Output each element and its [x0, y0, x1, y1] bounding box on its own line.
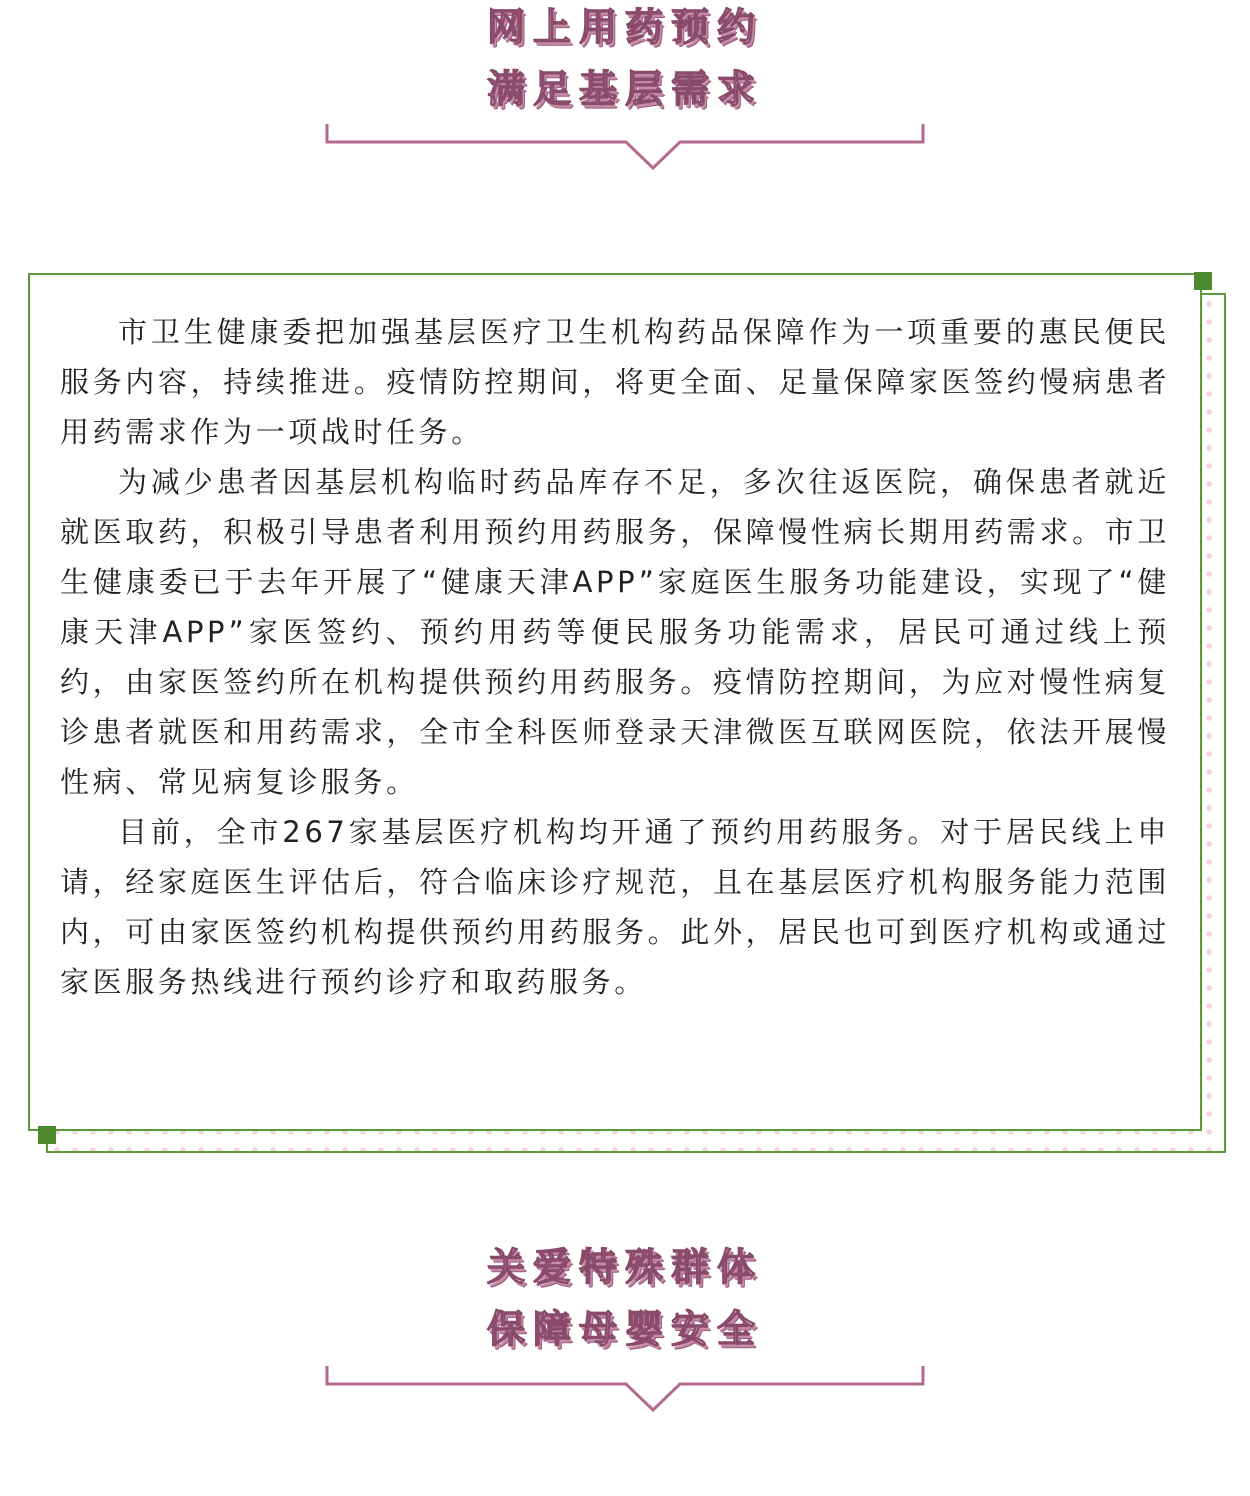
- section-title-line-1: 关爱特殊群体: [486, 1245, 763, 1289]
- article-paragraph: 为减少患者因基层机构临时药品库存不足，多次往返医院，确保患者就近就医取药，积极引导患者利用预约用药服务，保障慢性病长期用药需求。市卫生健康委已于去年开展了“健康天津APP”家庭医生服务功能建设，实现了“健康天津APP”家医签约、预约用药等便民服务功能需求，居民可通过线上预约，由家医签约所在机构提供预约用药服务。疫情防控期间，为应对慢性病复诊患者就医和用药需求，全市全科医师登录天津微医互联网医院，依法开展慢性病、常见病复诊服务。: [60, 465, 1170, 799]
- section-divider-2: [320, 1360, 930, 1420]
- section-heading-1: [0, 0, 1250, 120]
- article-body: [60, 307, 1170, 1007]
- content-card: [28, 273, 1202, 1131]
- article-paragraph: 市卫生健康委把加强基层医疗卫生机构药品保障作为一项重要的惠民便民服务内容，持续推进。疫情防控期间，将更全面、足量保障家医签约慢病患者用药需求作为一项战时任务。: [60, 315, 1170, 449]
- section-divider-1: [320, 118, 930, 178]
- article-paragraph: 目前，全市267家基层医疗机构均开通了预约用药服务。对于居民线上申请，经家庭医生评估后，符合临床诊疗规范，且在基层医疗机构服务能力范围内，可由家医签约机构提供预约用药服务。此外，居民也可到医疗机构或通过家医服务热线进行预约诊疗和取药服务。: [60, 815, 1170, 999]
- card-corner-decoration-bottom-left: [38, 1126, 56, 1144]
- section-heading-2: [0, 1236, 1250, 1360]
- section-title-line-1: 网上用药预约: [486, 5, 763, 49]
- section-title-line-2: 保障母婴安全: [486, 1307, 763, 1351]
- card-corner-decoration-top-right: [1194, 272, 1212, 290]
- section-title-line-2: 满足基层需求: [486, 67, 763, 111]
